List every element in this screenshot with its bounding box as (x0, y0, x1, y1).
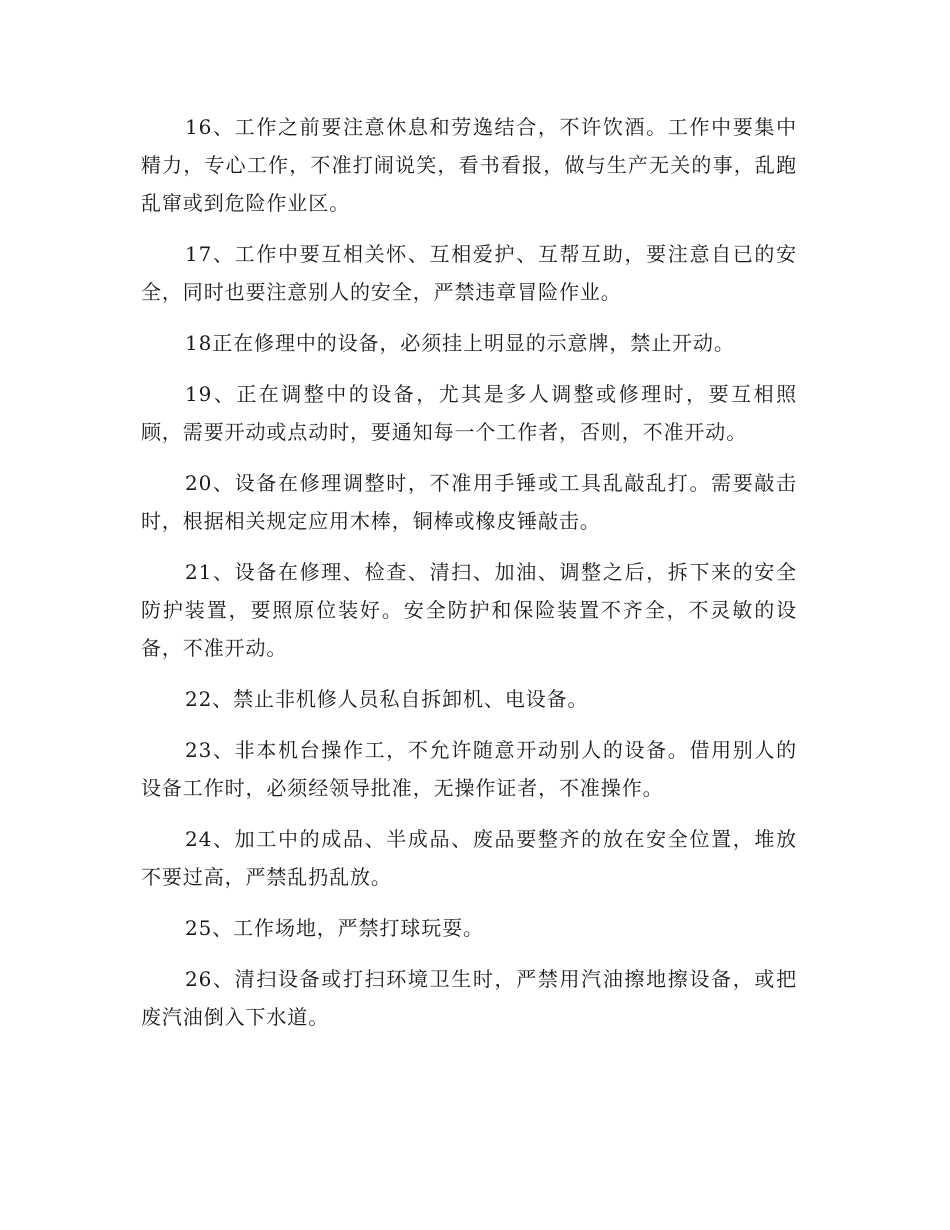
paragraph-25: 25、工作场地，严禁打球玩耍。 (185, 916, 484, 940)
paragraph-20: 20、设备在修理调整时，不准用手锤或工具乱敲乱打。需要敲击时，根据相关规定应用木棒，铜棒或橡皮锤敲击。 (141, 471, 797, 533)
paragraph-17: 17、工作中要互相关怀、互相爱护、互帮互助，要注意自已的安全，同时也要注意别人的安全，严禁违章冒险作业。 (141, 242, 797, 304)
paragraph-24: 24、加工中的成品、半成品、废品要整齐的放在安全位置，堆放不要过高，严禁乱扔乱放。 (141, 827, 797, 889)
paragraph-22: 22、禁止非机修人员私自拆卸机、电设备。 (185, 687, 589, 711)
paragraph-21: 21、设备在修理、检查、清扫、加油、调整之后，拆下来的安全防护装置，要照原位装好。安全防护和保险装置不齐全，不灵敏的设备，不准开动。 (141, 560, 797, 660)
document-body (141, 108, 797, 1049)
paragraph-26: 26、清扫设备或打扫环境卫生时，严禁用汽油擦地擦设备，或把废汽油倒入下水道。 (141, 967, 797, 1029)
paragraph-19: 19、正在调整中的设备，尤其是多人调整或修理时，要互相照顾，需要开动或点动时，要通知每一个工作者，否则，不准开动。 (141, 382, 797, 444)
paragraph-23: 23、非本机台操作工，不允许随意开动别人的设备。借用别人的设备工作时，必须经领导批准，无操作证者，不准操作。 (141, 738, 797, 800)
paragraph-18: 18正在修理中的设备，必须挂上明显的示意牌，禁止开动。 (185, 331, 735, 355)
paragraph-16: 16、工作之前要注意休息和劳逸结合，不许饮酒。工作中要集中精力，专心工作，不准打闹说笑，看书看报，做与生产无关的事，乱跑乱窜或到危险作业区。 (141, 115, 797, 215)
